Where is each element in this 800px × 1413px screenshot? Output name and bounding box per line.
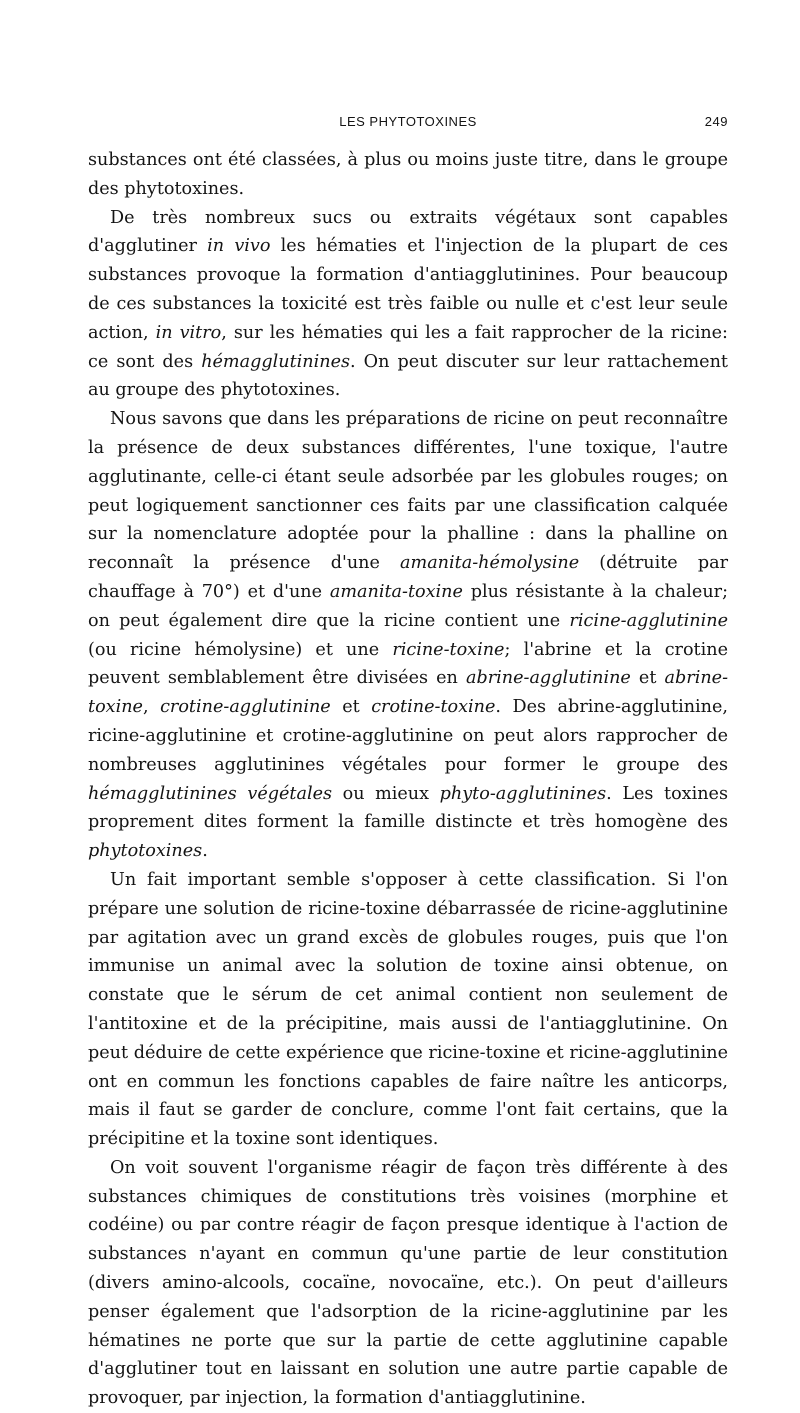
italic-term: ricine-toxine [392, 639, 505, 660]
italic-term: in vivo [207, 236, 271, 257]
paragraph [88, 405, 728, 866]
italic-term: phytotoxines [88, 841, 203, 862]
text-run: Nous savons que dans les préparations de ricine on peut reconnaître la présence de deux substances différentes, l'une toxique, l'autre agglutinante, celle-ci étant seule adsorbée par les globules rouges; on peut logiquement sanctionner ces faits par une classification calquée sur la nomenclature adoptée pour la phalline : dans la phalline on reconnaît la présence d'une [88, 409, 728, 574]
text-run: Un fait important semble s'opposer à cette classification. Si l'on prépare une solution de ricine-toxine débarrassée de ricine-agglutinine par agitation avec un grand excès de globules rouges, puis que l'on immunise un animal avec la solution de toxine ainsi obtenue, on constate que le sérum de cet animal contient non seulement de l'antitoxine et de la précipitine, mais aussi de l'antiagglutinine. On peut déduire de cette expérience que ricine-toxine et ricine-agglutinine ont en commun les fonctions capables de faire naître les anticorps, mais il faut se garder de conclure, comme l'ont fait certains, que la précipitine et la toxine sont identiques. [88, 869, 728, 1150]
italic-term: amanita-toxine [329, 581, 463, 602]
text-run: De très nombreux sucs ou extraits végétaux sont capables d'agglutiner [88, 207, 728, 257]
text-run: , sur les hématies qui les a fait rapprocher de la ricine: ce sont des [88, 322, 728, 372]
paragraph [88, 1154, 728, 1413]
text-run: . [202, 841, 208, 862]
italic-term: phyto-agglutinines [439, 783, 607, 804]
book-page [88, 114, 728, 1413]
paragraph [88, 146, 728, 204]
paragraph [88, 204, 728, 406]
running-header [88, 114, 728, 136]
text-run: . Les toxines proprement dites forment la famille distincte et très homogène des [88, 783, 728, 833]
italic-term: in vitro [155, 322, 222, 343]
italic-term: hémagglutinines [201, 351, 351, 372]
italic-term: ricine-agglutinine [569, 610, 728, 631]
text-run: et [630, 668, 665, 689]
italic-term: abrine-toxine [88, 668, 729, 718]
text-run: substances ont été classées, à plus ou moins juste titre, dans le groupe des phytotoxines. [88, 150, 728, 199]
text-run: , [142, 697, 161, 718]
text-run: (ou ricine hémolysine) et une [88, 639, 393, 660]
page-number: 249 [704, 114, 728, 129]
text-run: . On peut discuter sur leur rattachement au groupe des phytotoxines. [88, 351, 728, 401]
text-run: ; l'abrine et la crotine peuvent semblablement être divisées en [88, 639, 728, 689]
italic-term: crotine-agglutinine [160, 697, 331, 718]
text-run: . Des abrine-agglutinine, ricine-agglutinine et crotine-agglutinine on peut alors rapprocher de nombreuses agglutinines végétales pour former le groupe des [88, 697, 729, 775]
body-text [88, 146, 728, 1413]
text-run: On voit souvent l'organisme réagir de façon très différente à des substances chimiques de constitutions très voisines (morphine et codéine) ou par contre réagir de façon presque identique à l'action de substances n'ayant en commun qu'une partie de leur constitution (divers amino-alcools, cocaïne, novocaïne, etc.). On peut d'ailleurs penser également que l'adsorption de la ricine-agglutinine par les hématines ne porte que sur la partie de cette agglutinine capable d'agglutiner tout en laissant en solution une autre partie capable de provoquer, par injection, la formation d'antiagglutinine. [88, 1157, 728, 1409]
italic-term: hémagglutinines végétales [88, 783, 333, 804]
text-run: plus résistante à la chaleur; on peut également dire que la ricine contient une [88, 581, 728, 631]
italic-term: abrine-agglutinine [465, 668, 631, 689]
text-run: (détruite par chauffage à 70°) et d'une [88, 553, 728, 602]
text-run: les hématies et l'injection de la plupart de ces substances provoque la formation d'antiagglutinines. Pour beaucoup de ces substances la toxicité est très faible ou nulle et c'est leur seule action, [88, 236, 728, 343]
italic-term: crotine-toxine [371, 697, 496, 718]
text-run: et [330, 697, 372, 718]
chapter-title: LES PHYTOTOXINES [339, 114, 477, 129]
text-run: ou mieux [332, 783, 440, 804]
paragraph [88, 866, 728, 1154]
italic-term: amanita-hémolysine [400, 553, 580, 574]
